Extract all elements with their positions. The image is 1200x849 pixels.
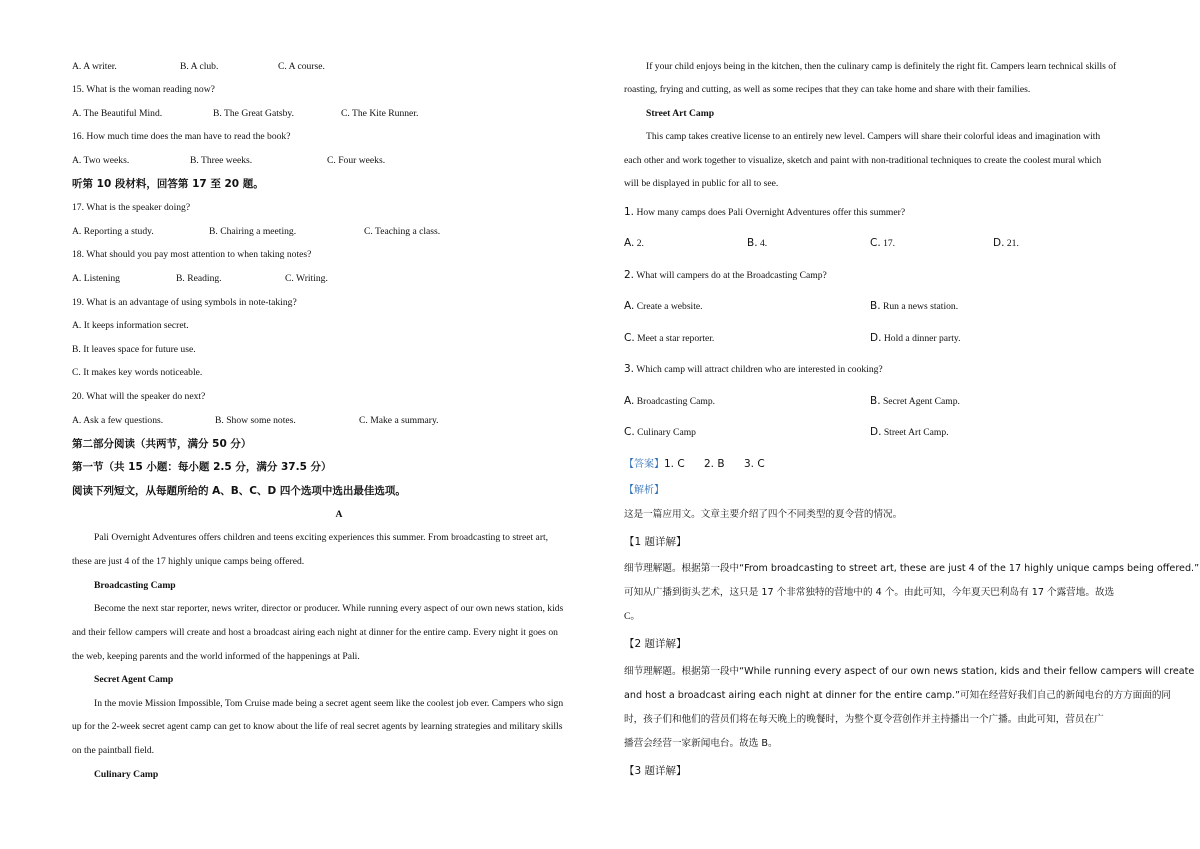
question-15: 15. What is the woman reading now?	[72, 84, 215, 95]
street-art-camp-heading: Street Art Camp	[646, 108, 715, 119]
detail-3-label: 【3 题详解】	[624, 765, 687, 777]
section-one-heading: 第一节（共 15 小题：每小题 2.5 分，满分 37.5 分）	[72, 461, 332, 473]
intro-line: these are just 4 of the 17 highly unique camps being offered.	[72, 556, 305, 567]
question-20: 20. What will the speaker do next?	[72, 391, 206, 402]
reading-question-1	[624, 205, 905, 220]
street-art-line: each other and work together to visualize, sketch and paint with non-traditional techniques to create the coolest mural which	[624, 155, 1102, 166]
option: C. 17.	[870, 237, 896, 249]
option: C. Teaching a class.	[364, 226, 441, 237]
option: A. Broadcasting Camp.	[624, 395, 716, 407]
question-19: 19. What is an advantage of using symbols in note-taking?	[72, 297, 297, 308]
question-text: How many camps does Pali Overnight Adventures offer this summer?	[636, 207, 906, 218]
q17-options	[72, 225, 440, 239]
question-16: 16. How much time does the man have to read the book?	[72, 131, 291, 142]
option: B. 4.	[747, 237, 768, 249]
option: A. Reporting a study.	[72, 226, 154, 237]
question-17: 17. What is the speaker doing?	[72, 202, 191, 213]
answer-value: 2. B	[704, 458, 725, 470]
passage-letter: A	[335, 509, 343, 520]
culinary-line: roasting, frying and cutting, as well as some recipes that they can take home and share with their families.	[624, 84, 1031, 95]
option: B. Run a news station.	[870, 300, 959, 312]
rq2-options-ab	[624, 299, 958, 314]
detail-1-line: 细节理解题。根据第一段中“From broadcasting to street art, these are just 4 of the 17 highly unique camps being offered.”	[624, 563, 1200, 574]
answer-row	[624, 457, 765, 472]
q14-options	[72, 60, 325, 74]
answer-value: 3. C	[744, 458, 765, 470]
q20-options	[72, 414, 439, 428]
q19-option-b: B. It leaves space for future use.	[72, 344, 196, 355]
street-art-line: will be displayed in public for all to see.	[624, 178, 779, 189]
option: A. Two weeks.	[72, 155, 130, 166]
q18-options	[72, 272, 328, 286]
question-text: Which camp will attract children who are interested in cooking?	[636, 364, 883, 375]
question-18: 18. What should you pay most attention to when taking notes?	[72, 249, 312, 260]
question-number: 3.	[624, 363, 635, 375]
rq2-options-cd	[624, 331, 960, 346]
detail-1-label: 【1 题详解】	[624, 536, 687, 548]
broadcasting-line: Become the next star reporter, news writer, director or producer. While running every aspect of our own news station, kids	[94, 603, 564, 614]
part-two-heading: 第二部分阅读（共两节，满分 50 分）	[72, 438, 252, 450]
rq1-options	[624, 236, 1019, 251]
option: A. Listening	[72, 273, 120, 284]
question-number: 1.	[624, 206, 635, 218]
detail-1-line: C。	[624, 611, 640, 622]
option: C. Writing.	[285, 273, 328, 284]
option: B. Show some notes.	[215, 415, 296, 426]
reading-instruction: 阅读下列短文，从每题所给的 A、B、C、D 四个选项中选出最佳选项。	[72, 485, 406, 497]
option: A. Create a website.	[624, 300, 703, 312]
option: B. Three weeks.	[190, 155, 253, 166]
rq3-options-cd	[624, 425, 949, 440]
option: C. Make a summary.	[359, 415, 439, 426]
secret-agent-camp-heading: Secret Agent Camp	[94, 674, 174, 685]
secret-agent-line: In the movie Mission Impossible, Tom Cruise made being a secret agent seem like the coolest job ever. Campers who sign	[94, 698, 564, 709]
option: B. Secret Agent Camp.	[870, 395, 960, 407]
option: B. Reading.	[176, 273, 222, 284]
detail-2-line: 播营会经营一家新闻电台。故选 B。	[624, 738, 778, 749]
intro-line: Pali Overnight Adventures offers children and teens exciting experiences this summer. From broadcasting to street art,	[94, 532, 549, 543]
detail-2-line: 时，孩子们和他们的营员们将在每天晚上的晚餐时，为整个夏令营创作并主持播出一个广播。由此可知，营员在广	[624, 714, 1104, 725]
analysis-label: 【解析】	[624, 485, 664, 496]
option: A. Ask a few questions.	[72, 415, 164, 426]
option: A. 2.	[624, 237, 644, 249]
secret-agent-line: up for the 2-week secret agent camp can get to know about the life of real secret agents by learning strategies and military skills	[72, 721, 563, 732]
q15-options	[72, 107, 418, 121]
option: C. Culinary Camp	[624, 426, 696, 438]
q19-option-a: A. It keeps information secret.	[72, 320, 189, 331]
broadcasting-line: the web, keeping parents and the world informed of the happenings at Pali.	[72, 651, 360, 662]
question-number: 2.	[624, 269, 635, 281]
broadcasting-camp-heading: Broadcasting Camp	[94, 580, 176, 591]
section-10-heading: 听第 10 段材料，回答第 17 至 20 题。	[72, 178, 264, 190]
secret-agent-line: on the paintball field.	[72, 745, 155, 756]
option: D. Hold a dinner party.	[870, 332, 961, 344]
q19-option-c: C. It makes key words noticeable.	[72, 367, 203, 378]
option: C. Four weeks.	[327, 155, 386, 166]
option: B. A club.	[180, 61, 219, 72]
option: C. Meet a star reporter.	[624, 332, 715, 344]
answer-value: 1. C	[664, 458, 685, 470]
option: B. Chairing a meeting.	[209, 226, 297, 237]
reading-question-3	[624, 362, 883, 377]
detail-2-label: 【2 题详解】	[624, 638, 687, 650]
broadcasting-line: and their fellow campers will create and host a broadcast airing each night at dinner for the entire camp. Every night it goes on	[72, 627, 558, 638]
reading-question-2	[624, 268, 827, 283]
answer-label: 【答案】	[624, 459, 664, 470]
option: C. The Kite Runner.	[341, 108, 419, 119]
option: C. A course.	[278, 61, 325, 72]
option: A. The Beautiful Mind.	[72, 108, 163, 119]
detail-1-line: 可知从广播到街头艺术，这只是 17 个非常独特的营地中的 4 个。由此可知，今年夏天巴利岛有 17 个露营地。故选	[624, 587, 1115, 598]
option: A. A writer.	[72, 61, 117, 72]
culinary-camp-heading: Culinary Camp	[94, 769, 159, 780]
option: B. The Great Gatsby.	[213, 108, 294, 119]
q16-options	[72, 154, 385, 168]
question-text: What will campers do at the Broadcasting Camp?	[636, 270, 827, 281]
rq3-options-ab	[624, 394, 960, 409]
detail-2-line: and host a broadcast airing each night at dinner for the entire camp.”可知在经营好我们自己的新闻电台的方方面面的同	[624, 690, 1172, 701]
culinary-line: If your child enjoys being in the kitchen, then the culinary camp is definitely the right fit. Campers learn technical skills of	[646, 61, 1117, 72]
analysis-text: 这是一篇应用文。文章主要介绍了四个不同类型的夏令营的情况。	[624, 509, 903, 520]
detail-2-line: 细节理解题。根据第一段中“While running every aspect of our own news station, kids and their fellow campers will create	[624, 666, 1195, 677]
street-art-line: This camp takes creative license to an entirely new level. Campers will share their colorful ideas and imagination with	[646, 131, 1101, 142]
option: D. Street Art Camp.	[870, 426, 949, 438]
option: D. 21.	[993, 237, 1019, 249]
